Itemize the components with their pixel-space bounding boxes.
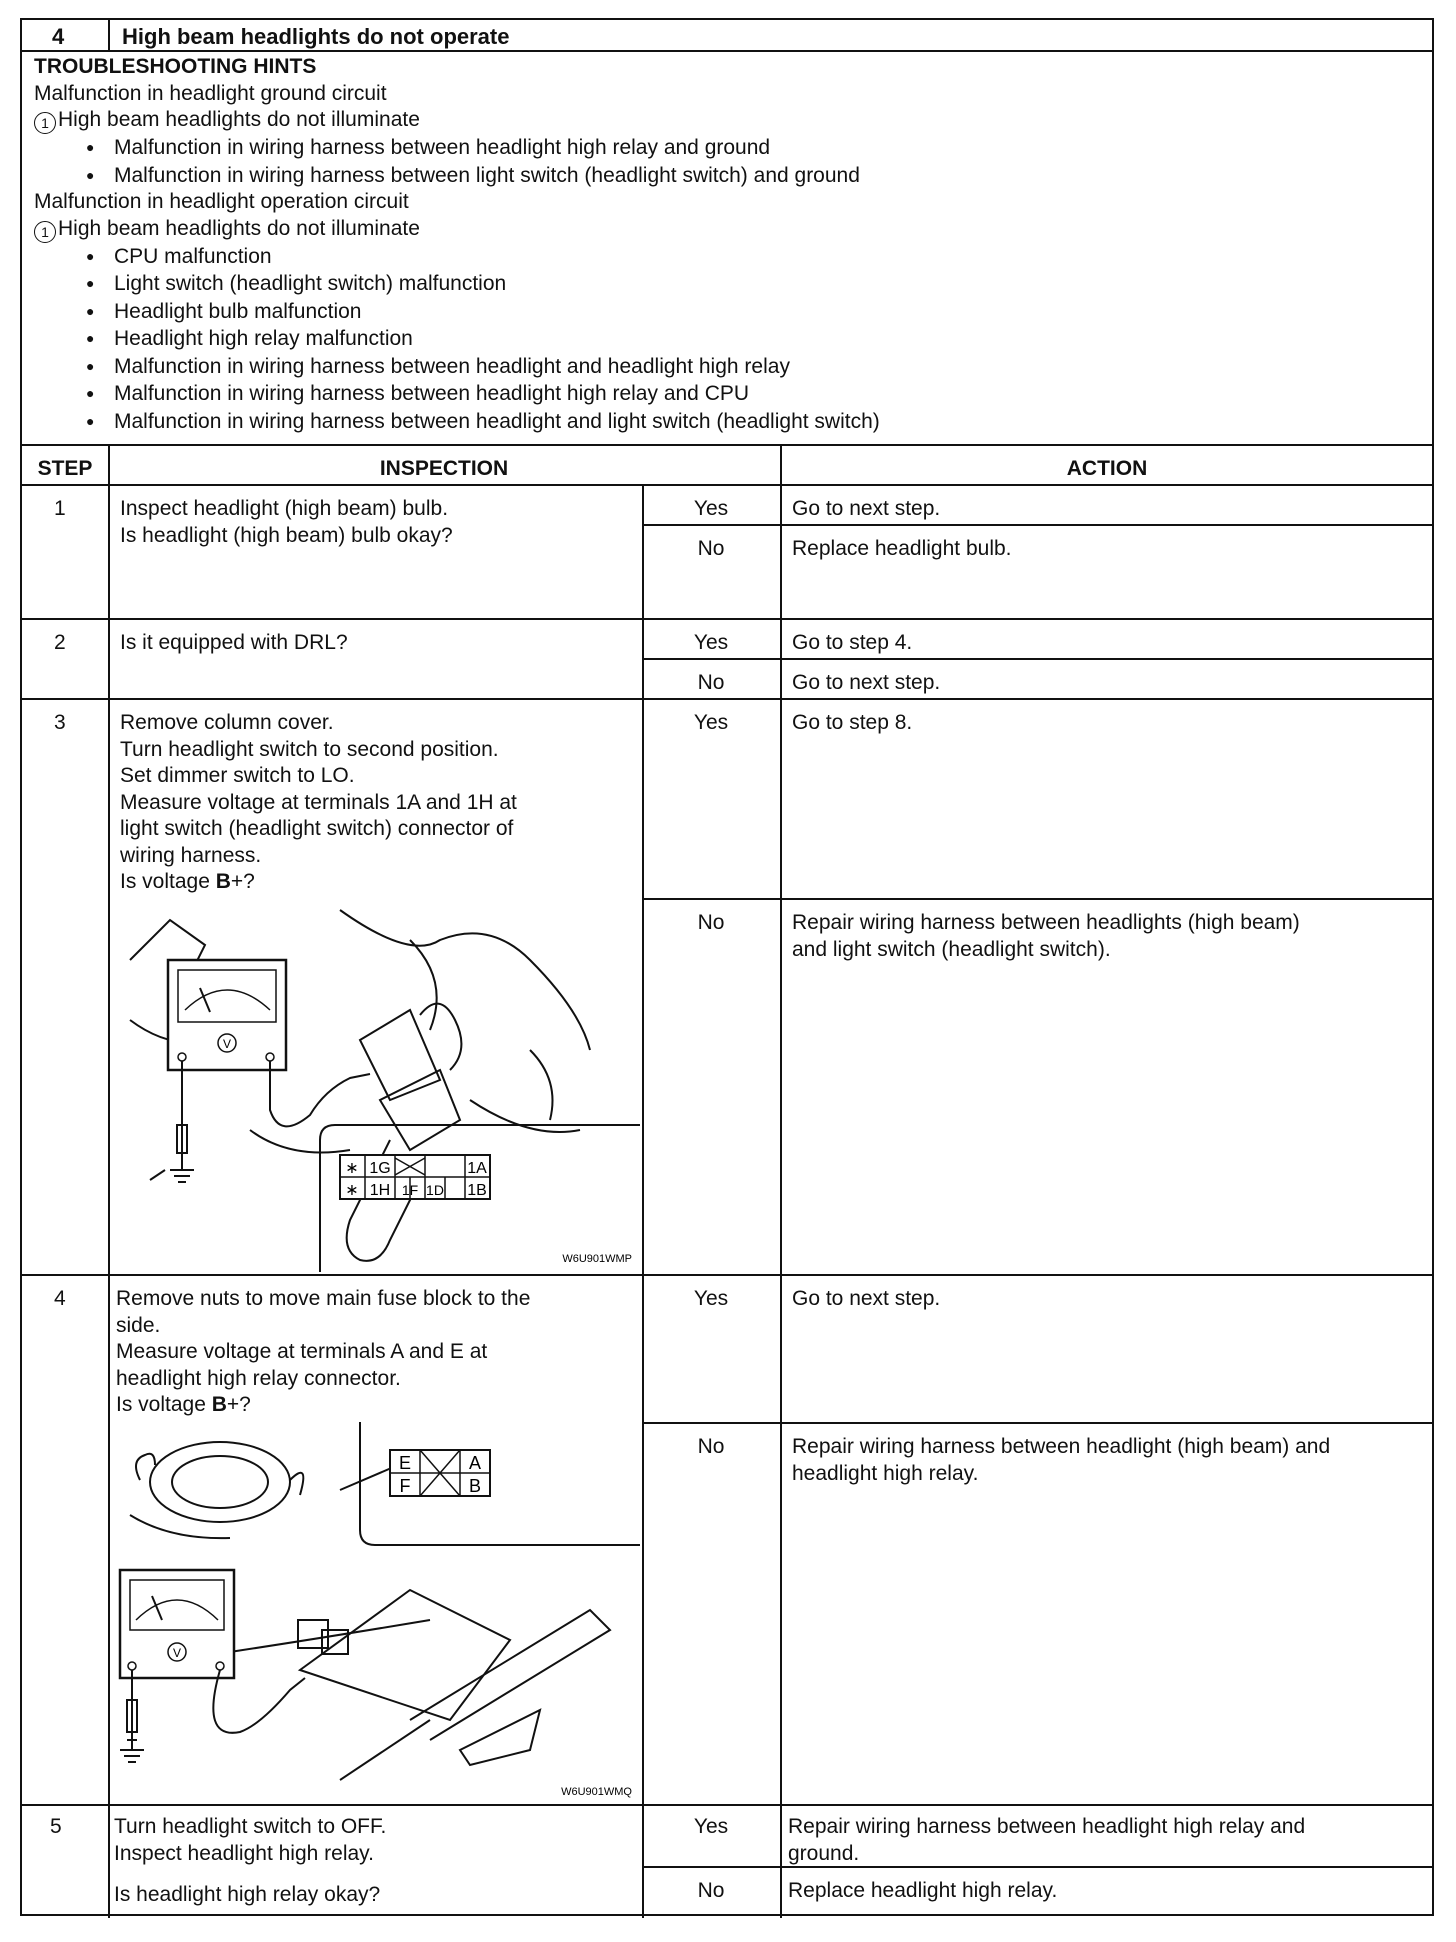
relay-connector-diagram: [390, 1450, 490, 1496]
connector-cell: 1A: [467, 1160, 487, 1177]
step-number: 3: [54, 711, 66, 734]
no-label: No: [697, 671, 725, 694]
no-label: No: [697, 1879, 725, 1902]
no-action: Repair wiring harness between headlight (high beam) and headlight high relay.: [792, 1435, 1331, 1485]
figure-code: W6U901WMP: [562, 1253, 632, 1265]
step-inspection: Remove nuts to move main fuse block to the side. Measure voltage at terminals A and E at headlight high relay connector. Is voltage B+?: [116, 1286, 530, 1419]
connector-cell: 1H: [369, 1182, 391, 1199]
no-action: Go to next step.: [792, 671, 941, 694]
hint-item: ● Malfunction in wiring harness between headlight high relay and ground: [58, 134, 880, 162]
step-inspection: Remove column cover. Turn headlight switch to second position. Set dimmer switch to LO. Measure voltage at terminals 1A and 1H at light switch (headlight switch) connector of wiring harness. Is voltage B+?: [120, 710, 517, 896]
step-rule: [22, 1274, 1432, 1276]
table-header-rule: [22, 484, 1432, 486]
question: Is voltage B+?: [120, 870, 255, 893]
header-rule: [22, 50, 1432, 52]
step-number: 5: [50, 1815, 62, 1838]
step-number: 4: [54, 1287, 66, 1310]
hint-group-title: Malfunction in headlight operation circuit: [34, 190, 409, 213]
col-action-header: ACTION: [1066, 457, 1148, 480]
no-action: Replace headlight bulb.: [792, 537, 1012, 560]
circled-number: 1: [34, 112, 56, 134]
yes-no-rule: [642, 1866, 1432, 1868]
step-inspection: Inspect headlight (high beam) bulb. Is headlight (high beam) bulb okay?: [120, 497, 453, 547]
yes-action: Go to next step.: [792, 497, 941, 520]
step-rule: [22, 698, 1432, 700]
connector-cell: 1B: [467, 1182, 487, 1199]
header-number: 4: [52, 24, 65, 49]
terminal-label: B: [468, 1476, 482, 1496]
step-inspection: Is it equipped with DRL?: [120, 631, 348, 654]
yes-no-rule: [642, 1422, 1432, 1424]
troubleshooting-page: [20, 18, 1434, 1916]
connector-cell: 1D: [426, 1182, 444, 1198]
hints-heading: TROUBLESHOOTING HINTS: [34, 55, 317, 78]
step-number: 2: [54, 631, 66, 654]
yes-action: Go to step 8.: [792, 711, 913, 734]
switch-connector-diagram: [340, 1155, 490, 1199]
yes-label: Yes: [693, 497, 729, 520]
hint-item: ● Light switch (headlight switch) malfunction: [58, 270, 880, 298]
yes-label: Yes: [693, 711, 729, 734]
step-inspection: Turn headlight switch to OFF. Inspect headlight high relay.: [114, 1815, 387, 1865]
connector-cell: 1G: [369, 1160, 391, 1177]
figure-code: W6U901WMQ: [561, 1786, 632, 1798]
yes-label: Yes: [693, 1287, 729, 1310]
step-rule: [22, 1804, 1432, 1806]
yes-no-rule: [642, 524, 1432, 526]
yes-label: Yes: [693, 1815, 729, 1838]
col-inspection-header: INSPECTION: [379, 457, 509, 480]
step-rule: [22, 618, 1432, 620]
col-step-header: STEP: [37, 457, 93, 480]
yes-no-rule: [642, 658, 1432, 660]
hint-item: ● Headlight bulb malfunction: [58, 298, 880, 326]
terminal-label: A: [468, 1453, 482, 1473]
hint-group-title: Malfunction in headlight ground circuit: [34, 81, 387, 105]
hint-item: ● Malfunction in wiring harness between light switch (headlight switch) and ground: [58, 162, 880, 190]
terminal-label: E: [398, 1453, 412, 1473]
voltmeter: [168, 960, 286, 1070]
connector-cell: ∗: [345, 1182, 359, 1199]
meter-symbol: V: [172, 1646, 182, 1660]
step-question: Is headlight high relay okay?: [114, 1883, 381, 1906]
yes-action: Go to step 4.: [792, 631, 913, 654]
circled-number: 1: [34, 221, 56, 243]
no-action: Replace headlight high relay.: [788, 1879, 1058, 1902]
no-label: No: [697, 1435, 725, 1458]
step-number: 1: [54, 497, 66, 520]
hint-item: ● CPU malfunction: [58, 243, 880, 271]
voltmeter: [120, 1570, 234, 1678]
yes-label: Yes: [693, 631, 729, 654]
fuse-block-illustration: [110, 1420, 640, 1804]
yes-action: Go to next step.: [792, 1287, 941, 1310]
connector-cell: ∗: [345, 1160, 359, 1177]
yes-action: Repair wiring harness between headlight high relay and ground.: [788, 1815, 1306, 1865]
action-col-line: [780, 444, 782, 1918]
hint-item: ● Headlight high relay malfunction: [58, 325, 880, 353]
header-divider: [108, 20, 110, 50]
question: Is voltage B+?: [116, 1393, 251, 1416]
connector-cell: 1F: [401, 1182, 419, 1198]
hint-symptom: 1 High beam headlights do not illuminate: [34, 216, 880, 243]
hint-item: ● Malfunction in wiring harness between headlight and light switch (headlight switch): [58, 408, 880, 436]
hint-symptom: 1 High beam headlights do not illuminate: [34, 107, 880, 134]
no-label: No: [697, 537, 725, 560]
terminal-label: F: [399, 1476, 411, 1496]
yes-no-rule: [642, 898, 1432, 900]
no-label: No: [697, 911, 725, 934]
hint-item: ● Malfunction in wiring harness between headlight and headlight high relay: [58, 353, 880, 381]
table-top-rule: [22, 444, 1432, 446]
troubleshooting-hints: [34, 54, 880, 435]
header-title: High beam headlights do not operate: [122, 24, 510, 49]
hint-item: ● Malfunction in wiring harness between headlight high relay and CPU: [58, 380, 880, 408]
meter-symbol: V: [222, 1037, 232, 1051]
no-action: Repair wiring harness between headlights (high beam) and light switch (headlight switch).: [792, 911, 1300, 961]
column-switch-illustration: [110, 900, 640, 1274]
